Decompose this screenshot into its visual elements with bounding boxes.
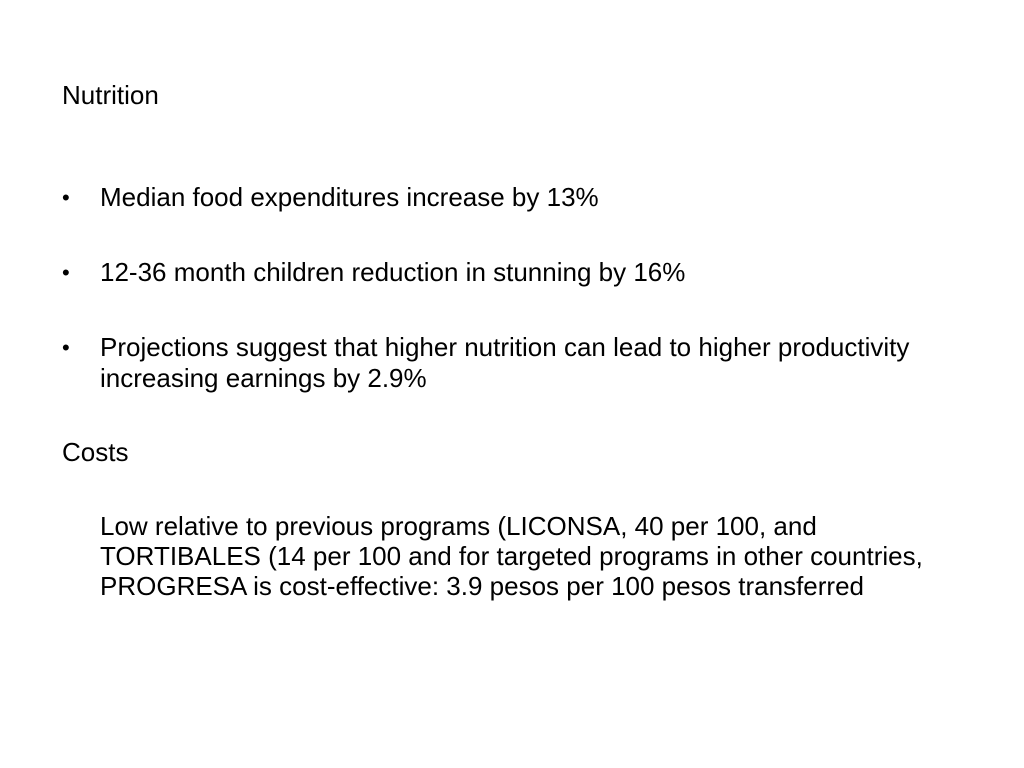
bullet-marker: • bbox=[62, 185, 70, 210]
costs-paragraph: Low relative to previous programs (LICONSA, 40 per 100, and TORTIBALES (14 per 100 and for targeted programs in other countries, PROGRESA is cost-effective: 3.9 pesos per 100 pesos transferred bbox=[100, 511, 923, 601]
bullet-item bbox=[62, 332, 922, 394]
bullet-item bbox=[62, 257, 922, 288]
nutrition-bullet-list bbox=[62, 182, 922, 394]
nutrition-heading: Nutrition bbox=[62, 80, 159, 110]
bullet-marker: • bbox=[62, 335, 70, 360]
bullet-item bbox=[62, 182, 922, 213]
bullet-text: 12-36 month children reduction in stunning by 16% bbox=[100, 257, 686, 287]
bullet-text: Median food expenditures increase by 13% bbox=[100, 182, 599, 212]
bullet-marker: • bbox=[62, 260, 70, 285]
costs-heading: Costs bbox=[62, 437, 129, 467]
bullet-text: Projections suggest that higher nutrition can lead to higher productivity increasing earnings by 2.9% bbox=[100, 332, 910, 393]
